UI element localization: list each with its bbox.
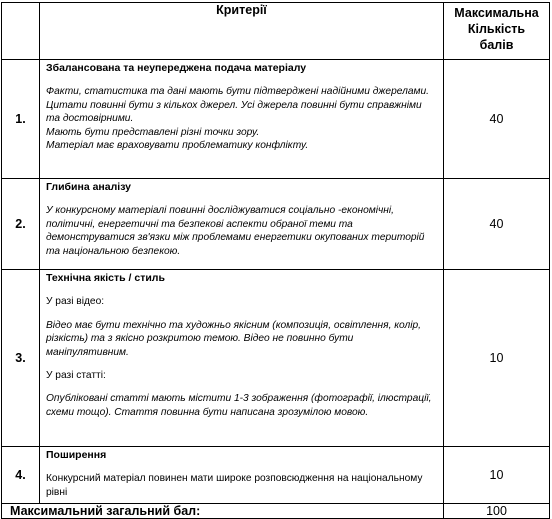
criterion-line: У конкурсному матеріалі повинні досліджуватися соціально -економічні, політичні, енергетичні та безпекові аспекти обраної теми та демонструватися зв'язки між проблемами енергетики окупованих територій та національною безпекою. bbox=[46, 205, 425, 257]
criterion-score: 40 bbox=[444, 60, 550, 179]
criterion-title: Збалансована та неупереджена подача матеріалу bbox=[46, 62, 307, 74]
total-score: 100 bbox=[444, 504, 550, 519]
criterion-score: 40 bbox=[444, 179, 550, 270]
header-number-cell bbox=[2, 3, 40, 60]
criterion-line: Факти, статистика та дані мають бути підтверджені надійними джерелами. bbox=[46, 86, 429, 98]
criterion-cell bbox=[40, 447, 444, 504]
criterion-score: 10 bbox=[444, 447, 550, 504]
criterion-line: Цитати повинні бути з кількох джерел. Усі джерела повинні бути справжніми та достовірними. bbox=[46, 99, 422, 125]
table-header-row bbox=[2, 3, 550, 60]
article-text: Опубліковані статті мають містити 1-3 зображення (фотографії, ілюстрації, схеми тощо). Стаття повинна бути написана зрозумілою мовою. bbox=[46, 393, 432, 418]
criterion-score: 10 bbox=[444, 270, 550, 447]
video-text: Відео має бути технічно та художньо якісним (композиція, освітлення, колір, різкість) та з якісно розкритою темою. Відео не повинно бути маніпулятивним. bbox=[46, 319, 421, 358]
criteria-table bbox=[1, 2, 550, 519]
criterion-line: Матеріал має враховувати проблематику конфлікту. bbox=[46, 140, 309, 152]
table-row bbox=[2, 60, 550, 179]
criterion-line: Конкурсний матеріал повинен мати широке розповсюдження на національному рівні bbox=[46, 473, 423, 498]
header-max-score bbox=[444, 3, 550, 60]
table-row bbox=[2, 270, 550, 447]
criterion-title: Глибина аналізу bbox=[46, 181, 131, 193]
row-number: 3. bbox=[2, 270, 40, 447]
row-number: 4. bbox=[2, 447, 40, 504]
total-label: Максимальний загальний бал: bbox=[2, 504, 444, 519]
article-label: У разі статті: bbox=[46, 370, 106, 382]
row-number: 2. bbox=[2, 179, 40, 270]
video-label: У разі відео: bbox=[46, 296, 105, 308]
header-max-score-line3: балів bbox=[479, 38, 514, 52]
row-number: 1. bbox=[2, 60, 40, 179]
header-max-score-line1: Максимальна bbox=[454, 6, 539, 20]
criterion-line: Мають бути представлені різні точки зору. bbox=[46, 126, 260, 138]
criterion-cell bbox=[40, 179, 444, 270]
header-criteria: Критерії bbox=[40, 3, 444, 60]
criterion-title: Поширення bbox=[46, 449, 107, 461]
table-row bbox=[2, 447, 550, 504]
criterion-cell bbox=[40, 270, 444, 447]
table-row bbox=[2, 179, 550, 270]
criterion-title: Технічна якість / стиль bbox=[46, 272, 165, 284]
header-max-score-line2: Кількість bbox=[467, 22, 526, 36]
criterion-cell bbox=[40, 60, 444, 179]
